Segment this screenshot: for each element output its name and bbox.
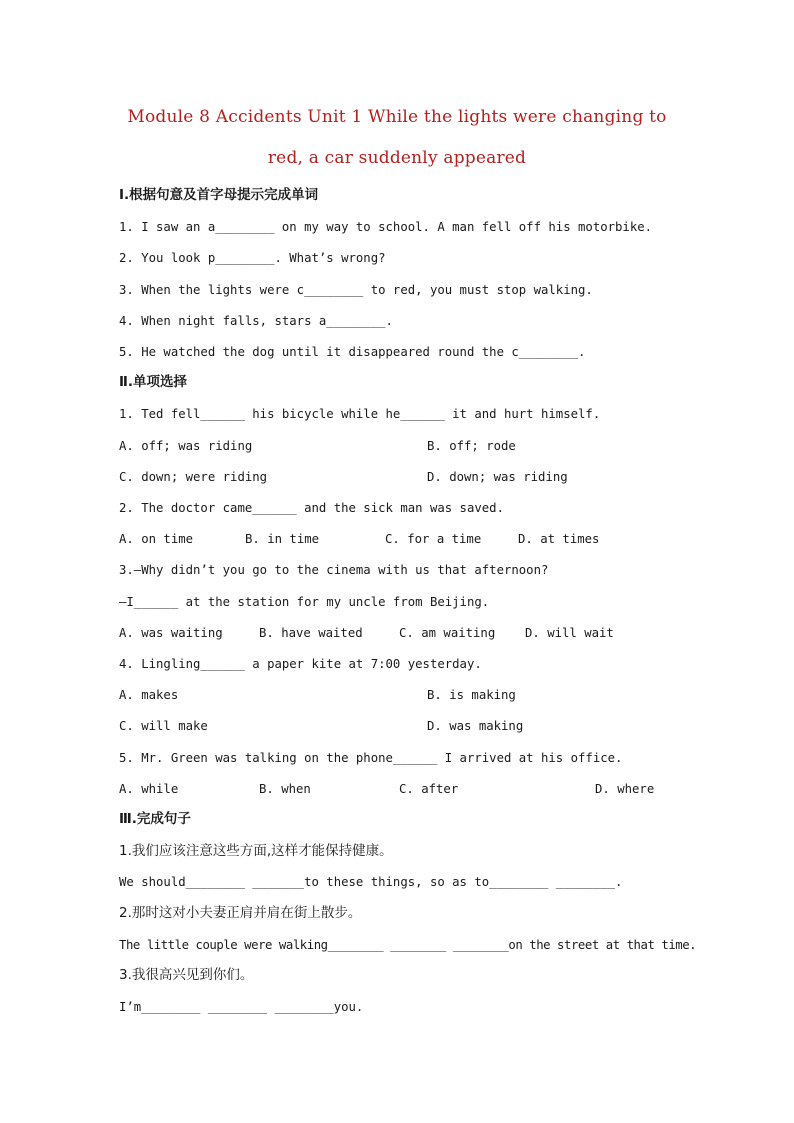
- fill-item-5: 5. He watched the dog until it disappeared round the c________.: [119, 345, 586, 359]
- fill-item-1: 1. I saw an a________ on my way to school. A man fell off his motorbike.: [119, 220, 653, 234]
- translation-item-2-english: The little couple were walking________ ________ ________on the street at that time.: [119, 938, 697, 952]
- translation-item-2-chinese: 2.那时这对小夫妻正肩并肩在街上散步。: [119, 905, 362, 921]
- fill-item-2: 2. You look p________. What’s wrong?: [119, 251, 386, 265]
- question-3-option-b: B. have waited: [259, 626, 363, 640]
- question-2-option-a: A. on time: [119, 532, 194, 546]
- page-title-line-2: red, a car suddenly appeared: [267, 148, 527, 168]
- question-1-option-a: A. off; was riding: [119, 439, 253, 453]
- question-2-option-d: D. at times: [518, 532, 600, 546]
- page-title-line-1: Module 8 Accidents Unit 1 While the lights were changing to: [127, 107, 667, 127]
- question-3-stem: 3.—Why didn’t you go to the cinema with us that afternoon?: [119, 563, 549, 577]
- question-3-stem-reply: —I______ at the station for my uncle from Beijing.: [119, 595, 490, 609]
- question-3-option-a: A. was waiting: [119, 626, 223, 640]
- question-1-option-d: D. down; was riding: [427, 470, 568, 484]
- translation-item-3-english: I’m________ ________ ________you.: [119, 1000, 364, 1014]
- question-5-option-d: D. where: [595, 782, 655, 796]
- question-4-option-a: A. makes: [119, 688, 179, 702]
- translation-item-1-chinese: 1.我们应该注意这些方面,这样才能保持健康。: [119, 843, 393, 859]
- question-4-option-d: D. was making: [427, 719, 524, 733]
- section-2-heading: Ⅱ.单项选择: [119, 374, 188, 390]
- question-1-option-b: B. off; rode: [427, 439, 516, 453]
- question-3-option-c: C. am waiting: [399, 626, 496, 640]
- question-1-stem: 1. Ted fell______ his bicycle while he______ it and hurt himself.: [119, 407, 601, 421]
- question-5-option-c: C. after: [399, 782, 459, 796]
- question-3-option-d: D. will wait: [525, 626, 614, 640]
- translation-item-1-english: We should________ _______to these things, so as to________ ________.: [119, 875, 623, 889]
- question-4-option-b: B. is making: [427, 688, 516, 702]
- question-2-option-c: C. for a time: [385, 532, 482, 546]
- question-4-option-c: C. will make: [119, 719, 208, 733]
- fill-item-3: 3. When the lights were c________ to red, you must stop walking.: [119, 283, 593, 297]
- question-5-stem: 5. Mr. Green was talking on the phone______ I arrived at his office.: [119, 751, 623, 765]
- question-2-option-b: B. in time: [245, 532, 320, 546]
- question-1-option-c: C. down; were riding: [119, 470, 268, 484]
- question-5-option-a: A. while: [119, 782, 179, 796]
- section-3-heading: Ⅲ.完成句子: [119, 811, 191, 827]
- question-5-option-b: B. when: [259, 782, 311, 796]
- question-2-stem: 2. The doctor came______ and the sick man was saved.: [119, 501, 504, 515]
- translation-item-3-chinese: 3.我很高兴见到你们。: [119, 967, 254, 983]
- section-1-heading: Ⅰ.根据句意及首字母提示完成单词: [119, 187, 319, 203]
- question-4-stem: 4. Lingling______ a paper kite at 7:00 yesterday.: [119, 657, 482, 671]
- fill-item-4: 4. When night falls, stars a________.: [119, 314, 393, 328]
